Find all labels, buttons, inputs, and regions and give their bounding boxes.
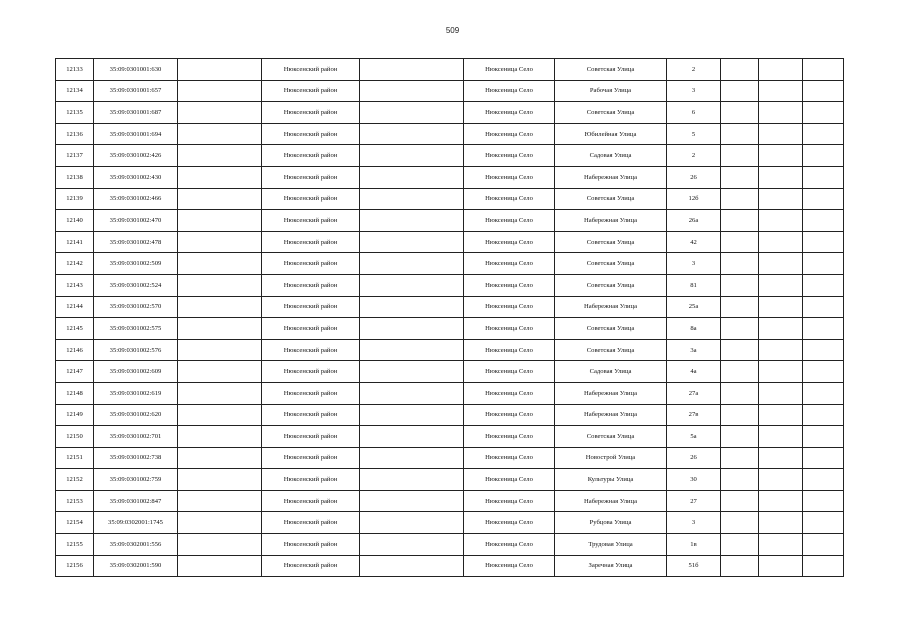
empty-cell [178,512,262,534]
empty-cell [360,210,464,232]
row-number-cell: 12139 [56,188,94,210]
row-number-cell: 12153 [56,490,94,512]
table-row [56,253,844,275]
settlement-cell: Нюксеница Село [464,490,555,512]
row-number-cell: 12141 [56,231,94,253]
empty-cell [360,123,464,145]
empty-cell [178,447,262,469]
empty-cell [721,253,759,275]
cadastral-number-cell: 35:09:0302001:556 [94,534,178,556]
street-cell: Заречная Улица [555,555,667,577]
district-cell: Нюксенский район [262,145,360,167]
street-cell: Советская Улица [555,318,667,340]
cadastral-number-cell: 35:09:0302001:1745 [94,512,178,534]
district-cell: Нюксенский район [262,59,360,81]
cadastral-number-cell: 35:09:0301002:847 [94,490,178,512]
street-cell: Рубцова Улица [555,512,667,534]
row-number-cell: 12136 [56,123,94,145]
row-number-cell: 12138 [56,166,94,188]
row-number-cell: 12156 [56,555,94,577]
empty-cell [803,490,844,512]
row-number-cell: 12140 [56,210,94,232]
empty-cell [360,59,464,81]
house-number-cell: 3а [667,339,721,361]
district-cell: Нюксенский район [262,318,360,340]
table-row [56,123,844,145]
settlement-cell: Нюксеница Село [464,447,555,469]
row-number-cell: 12149 [56,404,94,426]
empty-cell [360,512,464,534]
empty-cell [360,339,464,361]
cadastral-number-cell: 35:09:0301002:430 [94,166,178,188]
empty-cell [178,274,262,296]
cadastral-number-cell: 35:09:0301001:694 [94,123,178,145]
house-number-cell: 3 [667,512,721,534]
row-number-cell: 12154 [56,512,94,534]
street-cell: Садовая Улица [555,145,667,167]
street-cell: Советская Улица [555,59,667,81]
empty-cell [759,512,803,534]
row-number-cell: 12145 [56,318,94,340]
table-row [56,382,844,404]
table-row [56,102,844,124]
cadastral-number-cell: 35:09:0301002:619 [94,382,178,404]
empty-cell [803,231,844,253]
street-cell: Набережная Улица [555,296,667,318]
empty-cell [721,80,759,102]
cadastral-number-cell: 35:09:0301002:524 [94,274,178,296]
district-cell: Нюксенский район [262,339,360,361]
district-cell: Нюксенский район [262,534,360,556]
empty-cell [759,253,803,275]
empty-cell [178,490,262,512]
settlement-cell: Нюксеница Село [464,59,555,81]
empty-cell [178,80,262,102]
street-cell: Трудовая Улица [555,534,667,556]
empty-cell [759,382,803,404]
table-row [56,59,844,81]
empty-cell [178,123,262,145]
row-number-cell: 12146 [56,339,94,361]
table-row [56,534,844,556]
empty-cell [803,296,844,318]
empty-cell [759,166,803,188]
house-number-cell: 4а [667,361,721,383]
empty-cell [360,102,464,124]
cadastral-number-cell: 35:09:0301001:630 [94,59,178,81]
empty-cell [360,426,464,448]
settlement-cell: Нюксеница Село [464,382,555,404]
district-cell: Нюксенский район [262,253,360,275]
empty-cell [803,404,844,426]
street-cell: Советская Улица [555,274,667,296]
settlement-cell: Нюксеница Село [464,210,555,232]
house-number-cell: 2 [667,59,721,81]
house-number-cell: 27 [667,490,721,512]
empty-cell [721,361,759,383]
empty-cell [721,555,759,577]
district-cell: Нюксенский район [262,123,360,145]
empty-cell [178,339,262,361]
empty-cell [759,555,803,577]
empty-cell [721,274,759,296]
empty-cell [803,469,844,491]
district-cell: Нюксенский район [262,404,360,426]
table-row [56,555,844,577]
table-row [56,512,844,534]
empty-cell [803,80,844,102]
empty-cell [178,231,262,253]
empty-cell [803,318,844,340]
empty-cell [721,188,759,210]
settlement-cell: Нюксеница Село [464,231,555,253]
empty-cell [803,382,844,404]
empty-cell [178,210,262,232]
district-cell: Нюксенский район [262,512,360,534]
house-number-cell: 81 [667,274,721,296]
settlement-cell: Нюксеница Село [464,188,555,210]
empty-cell [803,339,844,361]
empty-cell [803,188,844,210]
empty-cell [721,426,759,448]
row-number-cell: 12142 [56,253,94,275]
table-row [56,145,844,167]
empty-cell [360,318,464,340]
page-number: 509 [445,26,460,35]
empty-cell [360,534,464,556]
empty-cell [178,253,262,275]
cadastral-number-cell: 35:09:0301002:759 [94,469,178,491]
cadastral-number-cell: 35:09:0301002:470 [94,210,178,232]
street-cell: Советская Улица [555,426,667,448]
cadastral-number-cell: 35:09:0301002:509 [94,253,178,275]
street-cell: Советская Улица [555,102,667,124]
empty-cell [178,166,262,188]
empty-cell [360,231,464,253]
row-number-cell: 12134 [56,80,94,102]
empty-cell [759,469,803,491]
house-number-cell: 26 [667,166,721,188]
settlement-cell: Нюксеница Село [464,404,555,426]
empty-cell [759,426,803,448]
cadastral-number-cell: 35:09:0301002:620 [94,404,178,426]
row-number-cell: 12137 [56,145,94,167]
empty-cell [178,382,262,404]
street-cell: Набережная Улица [555,490,667,512]
row-number-cell: 12150 [56,426,94,448]
street-cell: Новострой Улица [555,447,667,469]
settlement-cell: Нюксеница Село [464,123,555,145]
district-cell: Нюксенский район [262,80,360,102]
house-number-cell: 2 [667,145,721,167]
settlement-cell: Нюксеница Село [464,166,555,188]
row-number-cell: 12143 [56,274,94,296]
cadastral-number-cell: 35:09:0301002:466 [94,188,178,210]
street-cell: Набережная Улица [555,166,667,188]
empty-cell [803,426,844,448]
empty-cell [360,469,464,491]
empty-cell [360,555,464,577]
district-cell: Нюксенский район [262,102,360,124]
table-row [56,274,844,296]
settlement-cell: Нюксеница Село [464,102,555,124]
table-row [56,231,844,253]
house-number-cell: 6 [667,102,721,124]
empty-cell [360,274,464,296]
empty-cell [721,512,759,534]
empty-cell [759,80,803,102]
settlement-cell: Нюксеница Село [464,145,555,167]
cadastral-number-cell: 35:09:0301002:426 [94,145,178,167]
house-number-cell: 1в [667,534,721,556]
house-number-cell: 3 [667,80,721,102]
empty-cell [759,274,803,296]
empty-cell [178,145,262,167]
street-cell: Рабочая Улица [555,80,667,102]
house-number-cell: 8а [667,318,721,340]
district-cell: Нюксенский район [262,361,360,383]
house-number-cell: 27в [667,404,721,426]
empty-cell [759,59,803,81]
settlement-cell: Нюксеница Село [464,339,555,361]
table-row [56,490,844,512]
empty-cell [759,318,803,340]
house-number-cell: 42 [667,231,721,253]
empty-cell [803,534,844,556]
empty-cell [803,512,844,534]
district-cell: Нюксенский район [262,210,360,232]
house-number-cell: 26а [667,210,721,232]
empty-cell [803,210,844,232]
empty-cell [360,490,464,512]
settlement-cell: Нюксеница Село [464,469,555,491]
empty-cell [721,447,759,469]
empty-cell [360,296,464,318]
empty-cell [178,534,262,556]
empty-cell [721,123,759,145]
table-row [56,404,844,426]
empty-cell [759,296,803,318]
table-row [56,188,844,210]
district-cell: Нюксенский район [262,426,360,448]
settlement-cell: Нюксеница Село [464,555,555,577]
table-row [56,210,844,232]
empty-cell [178,59,262,81]
empty-cell [721,231,759,253]
empty-cell [360,253,464,275]
empty-cell [803,59,844,81]
table-row [56,361,844,383]
district-cell: Нюксенский район [262,231,360,253]
cadastral-number-cell: 35:09:0301001:657 [94,80,178,102]
empty-cell [759,404,803,426]
cadastral-number-cell: 35:09:0301002:701 [94,426,178,448]
table-row [56,339,844,361]
empty-cell [721,534,759,556]
empty-cell [721,404,759,426]
empty-cell [803,123,844,145]
row-number-cell: 12155 [56,534,94,556]
district-cell: Нюксенский район [262,469,360,491]
cadastral-number-cell: 35:09:0301002:570 [94,296,178,318]
street-cell: Советская Улица [555,339,667,361]
empty-cell [360,361,464,383]
empty-cell [759,123,803,145]
registry-table-body [56,59,844,577]
settlement-cell: Нюксеница Село [464,274,555,296]
empty-cell [721,102,759,124]
street-cell: Советская Улица [555,188,667,210]
empty-cell [759,210,803,232]
house-number-cell: 51б [667,555,721,577]
empty-cell [178,102,262,124]
district-cell: Нюксенский район [262,555,360,577]
empty-cell [721,339,759,361]
settlement-cell: Нюксеница Село [464,534,555,556]
row-number-cell: 12148 [56,382,94,404]
empty-cell [759,231,803,253]
empty-cell [360,404,464,426]
empty-cell [721,469,759,491]
street-cell: Советская Улица [555,231,667,253]
empty-cell [721,210,759,232]
house-number-cell: 27а [667,382,721,404]
street-cell: Набережная Улица [555,382,667,404]
empty-cell [803,361,844,383]
district-cell: Нюксенский район [262,166,360,188]
row-number-cell: 12144 [56,296,94,318]
cadastral-number-cell: 35:09:0301002:609 [94,361,178,383]
empty-cell [803,447,844,469]
empty-cell [803,102,844,124]
empty-cell [759,145,803,167]
district-cell: Нюксенский район [262,382,360,404]
empty-cell [803,253,844,275]
house-number-cell: 12б [667,188,721,210]
empty-cell [360,145,464,167]
settlement-cell: Нюксеница Село [464,80,555,102]
street-cell: Садовая Улица [555,361,667,383]
settlement-cell: Нюксеница Село [464,253,555,275]
row-number-cell: 12135 [56,102,94,124]
house-number-cell: 26 [667,447,721,469]
empty-cell [721,296,759,318]
cadastral-number-cell: 35:09:0301002:478 [94,231,178,253]
district-cell: Нюксенский район [262,447,360,469]
house-number-cell: 3 [667,253,721,275]
empty-cell [721,166,759,188]
house-number-cell: 25а [667,296,721,318]
street-cell: Советская Улица [555,253,667,275]
empty-cell [360,447,464,469]
table-row [56,426,844,448]
settlement-cell: Нюксеница Село [464,318,555,340]
table-row [56,318,844,340]
row-number-cell: 12133 [56,59,94,81]
house-number-cell: 30 [667,469,721,491]
empty-cell [360,166,464,188]
empty-cell [803,274,844,296]
empty-cell [178,404,262,426]
district-cell: Нюксенский район [262,490,360,512]
row-number-cell: 12147 [56,361,94,383]
empty-cell [759,534,803,556]
row-number-cell: 12152 [56,469,94,491]
empty-cell [721,59,759,81]
empty-cell [803,555,844,577]
empty-cell [178,361,262,383]
house-number-cell: 5 [667,123,721,145]
district-cell: Нюксенский район [262,274,360,296]
empty-cell [803,166,844,188]
street-cell: Юбилейная Улица [555,123,667,145]
empty-cell [178,555,262,577]
table-row [56,166,844,188]
cadastral-number-cell: 35:09:0301002:738 [94,447,178,469]
row-number-cell: 12151 [56,447,94,469]
empty-cell [759,361,803,383]
empty-cell [721,145,759,167]
empty-cell [759,490,803,512]
empty-cell [178,469,262,491]
empty-cell [360,382,464,404]
table-row [56,80,844,102]
district-cell: Нюксенский район [262,188,360,210]
empty-cell [721,382,759,404]
empty-cell [360,188,464,210]
empty-cell [759,339,803,361]
empty-cell [721,490,759,512]
registry-table [55,58,844,577]
cadastral-number-cell: 35:09:0301001:687 [94,102,178,124]
empty-cell [803,145,844,167]
cadastral-number-cell: 35:09:0301002:576 [94,339,178,361]
settlement-cell: Нюксеница Село [464,512,555,534]
district-cell: Нюксенский район [262,296,360,318]
settlement-cell: Нюксеница Село [464,426,555,448]
settlement-cell: Нюксеница Село [464,296,555,318]
cadastral-number-cell: 35:09:0301002:575 [94,318,178,340]
street-cell: Набережная Улица [555,404,667,426]
empty-cell [721,318,759,340]
house-number-cell: 5а [667,426,721,448]
empty-cell [759,447,803,469]
street-cell: Набережная Улица [555,210,667,232]
empty-cell [360,80,464,102]
empty-cell [759,102,803,124]
street-cell: Культуры Улица [555,469,667,491]
empty-cell [178,318,262,340]
empty-cell [178,296,262,318]
table-row [56,469,844,491]
cadastral-number-cell: 35:09:0302001:590 [94,555,178,577]
empty-cell [178,188,262,210]
empty-cell [178,426,262,448]
table-row [56,296,844,318]
table-row [56,447,844,469]
settlement-cell: Нюксеница Село [464,361,555,383]
empty-cell [759,188,803,210]
